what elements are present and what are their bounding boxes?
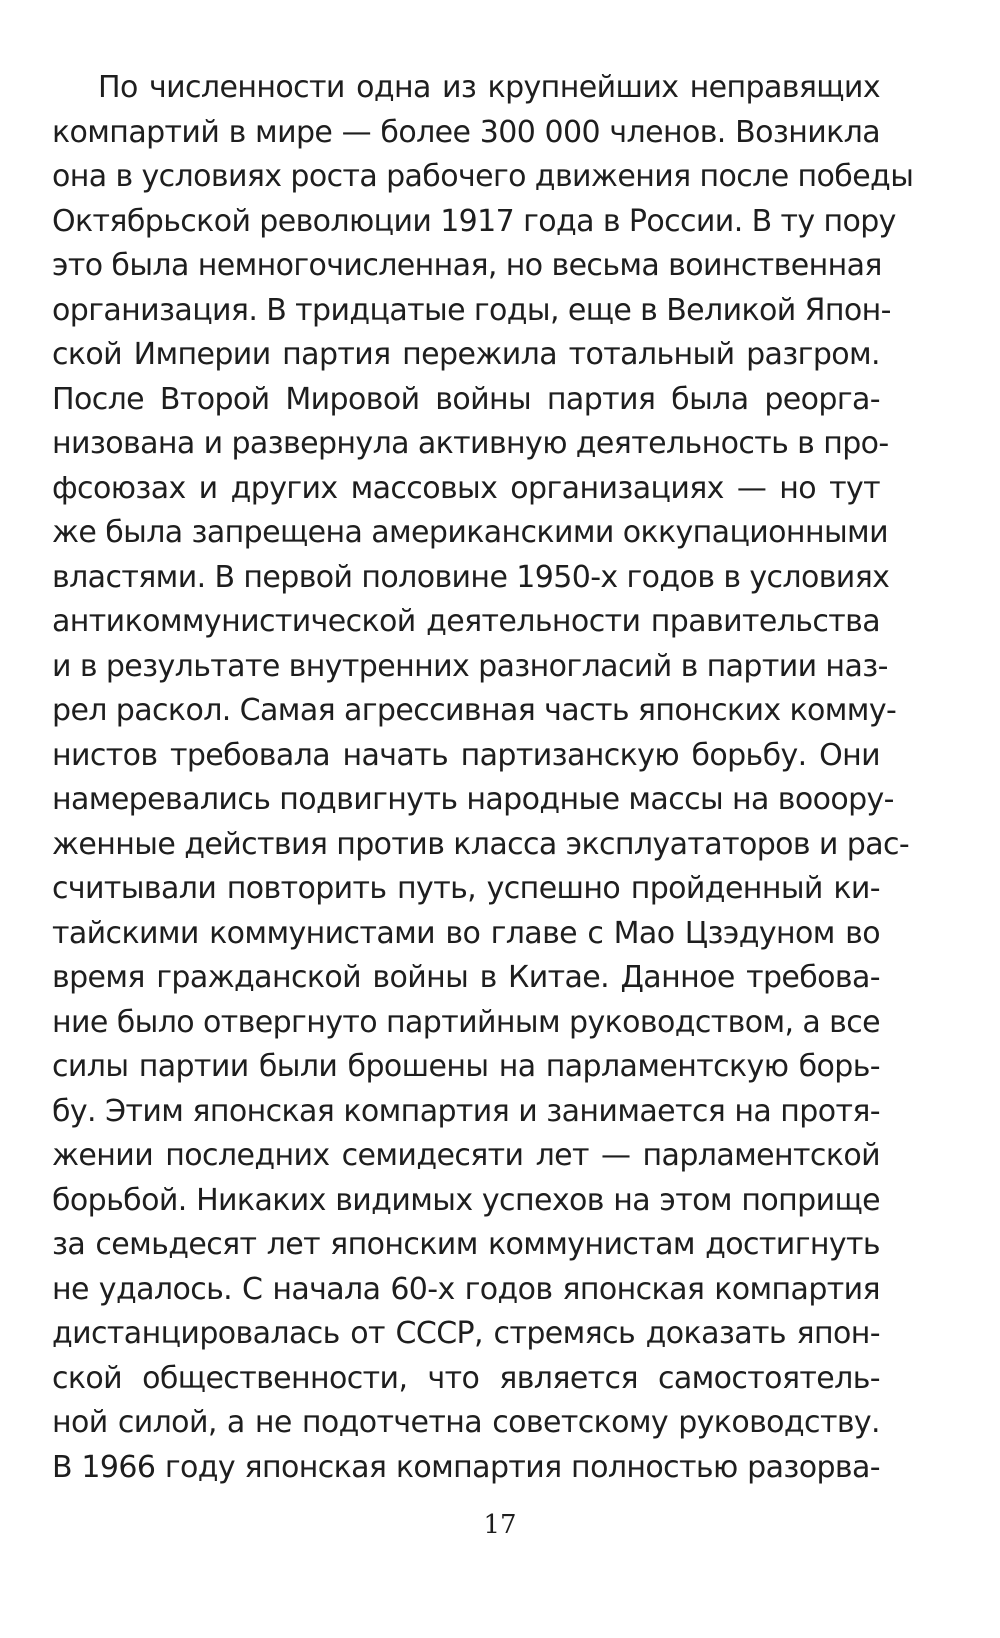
- text-line: время гражданской войны в Китае. Данное требова-: [52, 960, 880, 995]
- text-line: не удалось. С начала 60-х годов японская компартия: [52, 1271, 880, 1307]
- text-line: силы партии были брошены на парламентскую борь-: [52, 1049, 880, 1084]
- text-line: ной силой, а не подотчетна советскому руководству.: [52, 1405, 880, 1440]
- text-line: фсоюзах и других массовых организациях — но тут: [52, 470, 880, 506]
- text-line: и в результате внутренних разногласий в партии наз-: [52, 648, 888, 684]
- text-line: В 1966 году японская компартия полностью разорва-: [52, 1449, 880, 1485]
- text-line: ской Империи партия пережила тотальный разгром.: [52, 337, 880, 372]
- text-line: низована и развернула активную деятельность в про-: [52, 426, 889, 461]
- text-line: организация. В тридцатые годы, еще в Великой Япон-: [52, 292, 891, 328]
- text-line: тайскими коммунистами во главе с Мао Цзэдуном во: [52, 915, 880, 951]
- text-line: бу. Этим японская компартия и занимается на протя-: [52, 1093, 880, 1129]
- text-line: ской общественности, что является самостоятель-: [52, 1360, 880, 1396]
- text-line: дистанцировалась от СССР, стремясь доказать япон-: [52, 1316, 880, 1351]
- text-line: рел раскол. Самая агрессивная часть японских комму-: [52, 693, 897, 728]
- body-paragraph: [52, 66, 914, 1490]
- text-line: женные действия против класса эксплуататоров и рас-: [52, 826, 910, 862]
- text-line: По численности одна из крупнейших неправящих: [98, 70, 880, 105]
- text-line: борьбой. Никаких видимых успехов на этом поприще: [52, 1182, 880, 1218]
- text-line: намеревались подвигнуть народные массы на вооору-: [52, 782, 894, 817]
- text-line: считывали повторить путь, успешно пройденный ки-: [52, 871, 880, 906]
- text-line: Октябрьской революции 1917 года в России. В ту пору: [52, 203, 896, 239]
- text-line: ние было отвергнуто партийным руководством, а все: [52, 1004, 880, 1040]
- text-line: компартий в мире — более 300 000 членов. Возникла: [52, 114, 880, 150]
- text-line: же была запрещена американскими оккупационными: [52, 515, 888, 550]
- text-line: жении последних семидесяти лет — парламентской: [52, 1138, 880, 1173]
- text-line: антикоммунистической деятельности правительства: [52, 604, 880, 639]
- text-line: нистов требовала начать партизанскую борьбу. Они: [52, 737, 880, 773]
- page-number: 17: [483, 1510, 517, 1540]
- text-line: властями. В первой половине 1950-х годов в условиях: [52, 559, 890, 595]
- text-line: она в условиях роста рабочего движения после победы: [52, 159, 914, 194]
- text-line: это была немногочисленная, но весьма воинственная: [52, 248, 882, 283]
- text-line: После Второй Мировой войны партия была реорга-: [52, 381, 880, 417]
- text-line: за семьдесят лет японским коммунистам достигнуть: [52, 1227, 880, 1262]
